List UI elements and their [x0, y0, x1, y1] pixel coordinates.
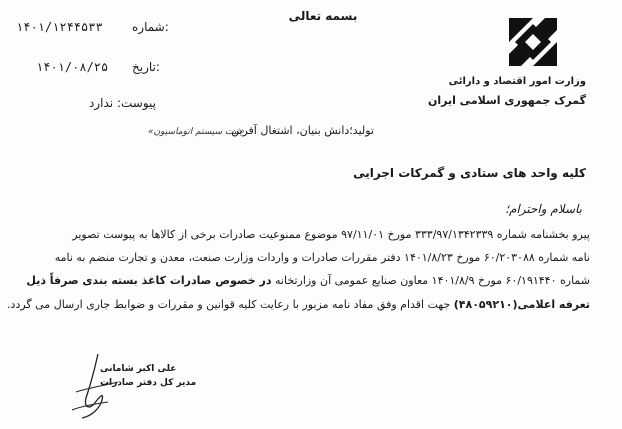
number-value: ۱۴۰۱/۱۲۴۴۵۳۳ [16, 20, 103, 34]
recipient: کلیه واحد های ستادی و گمرکات اجرایی [353, 166, 586, 180]
body-line-3-text: شماره ۶۰/۱۹۱۴۴۰ مورخ ۱۴۰۱/۸/۹ معاون صنایع عمومی آن وزارتخانه [271, 274, 590, 287]
customs-name: گمرک جمهوری اسلامی ایران [427, 94, 586, 107]
body-line-4 [7, 298, 590, 311]
body-line-3 [26, 274, 590, 287]
date-label: تاریخ: [132, 60, 160, 74]
body-line-4-emphasis: تعرفه اعلامی(۴۸۰۵۹۲۱۰) [453, 298, 590, 311]
production-slogan: تولید؛دانش بنیان، اشتغال آفرین [231, 124, 374, 137]
attachment-value: ندارد [89, 96, 114, 110]
customs-logo-icon [503, 12, 563, 72]
body-line-4-text: جهت اقدام وفق مفاد نامه مزبور با رعایت کلیه قوانین و مقررات و ضوابط جاری ارسال می گردد. [7, 298, 454, 311]
signatory-title: مدیر کل دفتر صادرات [100, 378, 197, 388]
number-row [16, 20, 169, 34]
date-row [36, 60, 160, 74]
page-title: بسمه تعالی [288, 9, 358, 23]
number-label: شماره: [132, 20, 169, 34]
body-line-2: نامه شماره ۶۰/۲۰۳۰۸۸ مورخ ۱۴۰۱/۸/۲۳ دفتر مقررات صادرات و واردات وزارت صنعت، معدن و تجارت منضم به نامه [54, 251, 590, 264]
signatory-name: علی اکبر شامانی [100, 364, 177, 374]
ministry-name: وزارت امور اقتصاد و دارائی [448, 76, 586, 87]
body-line-1: پیرو بخشنامه شماره ۳۳۳/۹۷/۱۳۴۲۳۳۹ مورخ ۹۷/۱۱/۰۱ موضوع ممنوعیت صادرات برخی از کالاها به پیوست تصویر [72, 228, 590, 241]
date-value: ۱۴۰۱/۰۸/۲۵ [36, 60, 109, 74]
attachment-label: پیوست: [116, 96, 156, 110]
salutation: باسلام واحترام؛ [505, 202, 582, 216]
attachment-row [89, 96, 156, 110]
body-line-3-emphasis: در خصوص صادرات کاغذ بسته بندی صرفاً ذیل [26, 274, 272, 287]
archive-note: «ثبت سیستم اتوماسیون» [148, 127, 245, 137]
